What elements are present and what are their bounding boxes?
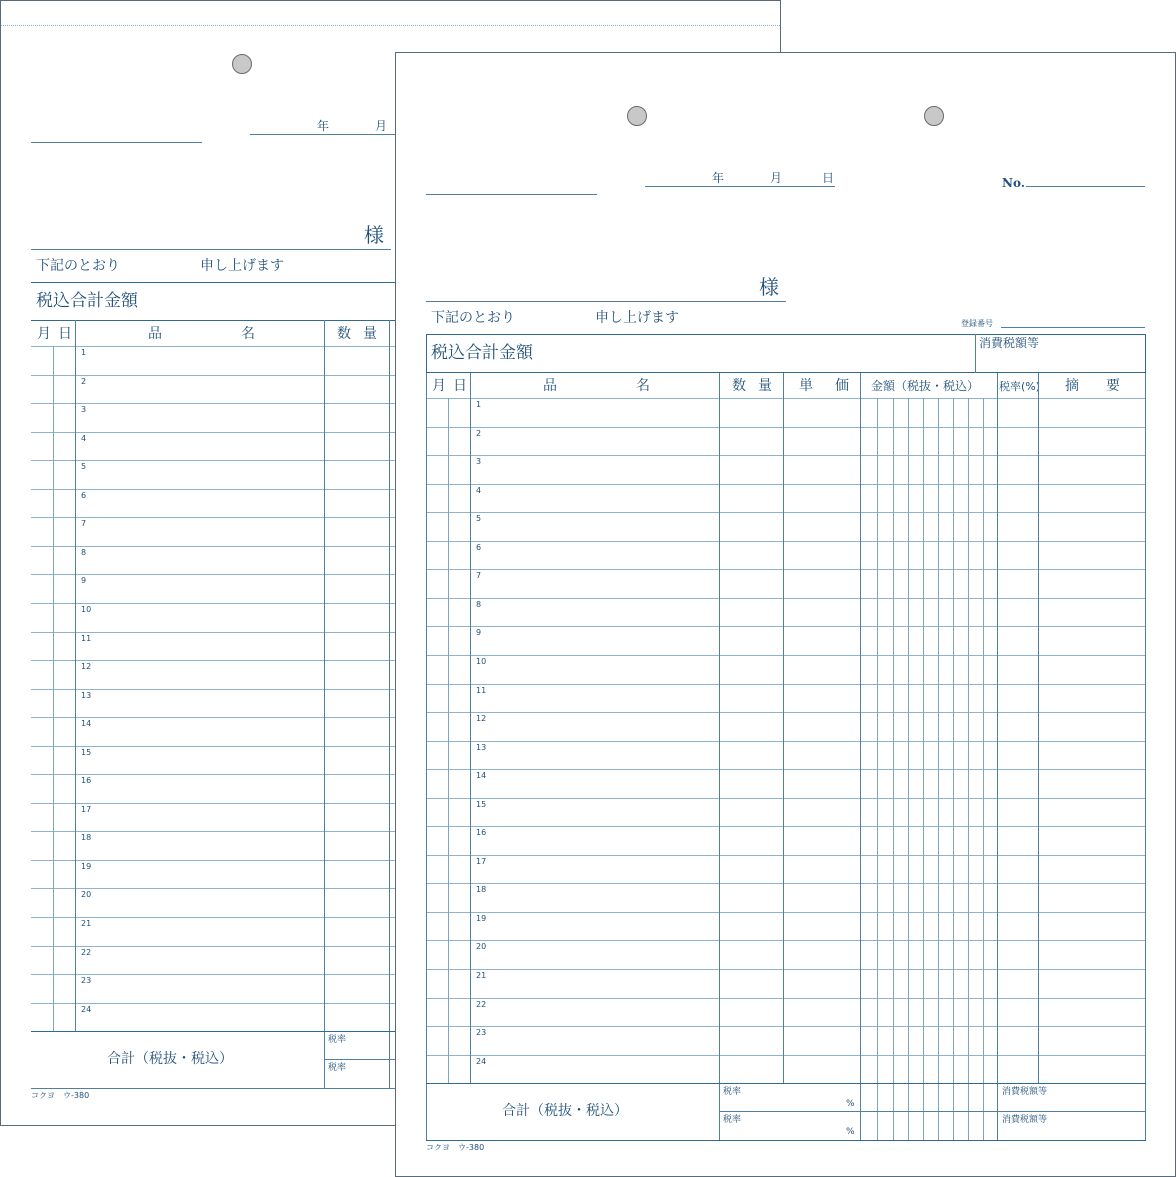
- table-left-edge: [426, 373, 427, 1140]
- col-day: 日: [58, 326, 72, 342]
- row-number: 2: [81, 377, 87, 386]
- table-right-edge: [1145, 373, 1146, 1140]
- col-memo-b: 要: [1106, 378, 1120, 394]
- col-tax-rate: 税率(%): [999, 380, 1041, 393]
- col-month: 月: [37, 326, 51, 342]
- row-number: 17: [476, 857, 487, 866]
- row-number: 14: [81, 719, 92, 728]
- row-number: 12: [81, 662, 92, 671]
- col-qty-b: 量: [758, 378, 772, 394]
- recipient-line: [426, 194, 597, 195]
- row-number: 7: [476, 571, 482, 580]
- row-number: 21: [476, 971, 487, 980]
- intro-left-text: 下記のとおり: [431, 310, 515, 326]
- col-item-b: 名: [636, 378, 650, 394]
- row-number: 6: [476, 543, 482, 552]
- row-number: 3: [81, 405, 87, 414]
- col-divider: [389, 320, 390, 1088]
- date-day-label: 日: [822, 171, 835, 185]
- recipient-line: [31, 142, 202, 143]
- row-number: 10: [81, 605, 92, 614]
- subtotal-mid: [719, 1111, 1146, 1112]
- registration-label: 登録番号: [961, 319, 993, 328]
- digit-divider: [893, 398, 894, 1140]
- row-number: 21: [81, 919, 92, 928]
- footer-code: コクヨ ウ-380: [31, 1091, 90, 1100]
- binding-hole: [232, 54, 252, 74]
- row-number: 9: [81, 576, 87, 585]
- col-month: 月: [432, 378, 446, 394]
- row-number: 23: [81, 976, 92, 985]
- digit-divider: [968, 398, 969, 1140]
- col-divider: [997, 373, 998, 1140]
- col-divider: [324, 320, 325, 1088]
- recipient-suffix: 様: [364, 223, 384, 247]
- date-year-label: 年: [712, 171, 725, 185]
- subtotal-top: [426, 1083, 1146, 1084]
- row-number: 2: [476, 429, 482, 438]
- row-number: 1: [476, 400, 482, 409]
- digit-divider: [953, 398, 954, 1140]
- row-number: 18: [476, 885, 487, 894]
- perforation-line: [1, 25, 780, 26]
- col-item-b: 名: [241, 326, 255, 342]
- recipient-suffix: 様: [759, 275, 779, 299]
- col-qty-a: 数: [337, 326, 351, 342]
- row-number: 9: [476, 628, 482, 637]
- digit-divider: [938, 398, 939, 1140]
- row-number: 15: [476, 800, 487, 809]
- number-line: [1026, 186, 1145, 187]
- binding-hole: [627, 106, 647, 126]
- row-number: 23: [476, 1028, 487, 1037]
- intro-right-text: 申し上げます: [595, 310, 679, 326]
- tax-rate-label: 税率: [328, 1063, 347, 1073]
- col-item-a: 品: [543, 378, 557, 394]
- row-number: 5: [81, 462, 87, 471]
- row-number: 3: [476, 457, 482, 466]
- row-number: 11: [81, 634, 92, 643]
- row-number: 22: [476, 1000, 487, 1009]
- intro-right-text: 申し上げます: [200, 258, 284, 274]
- row-number: 16: [81, 776, 92, 785]
- col-day: 日: [453, 378, 467, 394]
- digit-divider: [923, 398, 924, 1140]
- row-number: 19: [476, 914, 487, 923]
- col-memo-a: 摘: [1065, 378, 1079, 394]
- registration-line: [1001, 327, 1145, 328]
- tax-rate-label: 税率: [328, 1035, 347, 1045]
- digit-divider: [983, 398, 984, 1140]
- row-number: 17: [81, 805, 92, 814]
- row-number: 12: [476, 714, 487, 723]
- col-divider: [75, 320, 76, 1031]
- total-label: 税込合計金額: [431, 343, 533, 363]
- col-divider: [53, 346, 54, 1031]
- date-year-label: 年: [317, 119, 330, 133]
- date-line: [250, 134, 400, 135]
- col-divider: [860, 373, 861, 1140]
- row-number: 15: [81, 748, 92, 757]
- row-number: 20: [81, 890, 92, 899]
- consumption-tax-row-label: 消費税額等: [1002, 1115, 1048, 1125]
- row-number: 10: [476, 657, 487, 666]
- date-month-label: 月: [375, 119, 388, 133]
- row-number: 14: [476, 771, 487, 780]
- row-number: 18: [81, 833, 92, 842]
- consumption-tax-label: 消費税額等: [979, 336, 1040, 350]
- col-divider: [1038, 373, 1039, 1083]
- row-number: 13: [81, 691, 92, 700]
- digit-divider: [877, 398, 878, 1140]
- row-number: 24: [81, 1005, 92, 1014]
- tax-rate-label: 税率: [723, 1087, 742, 1097]
- row-number: 16: [476, 828, 487, 837]
- row-number: 24: [476, 1057, 487, 1066]
- col-divider: [783, 373, 784, 1083]
- percent-sign: %: [846, 1127, 855, 1137]
- row-number: 19: [81, 862, 92, 871]
- subtotal-label: 合計（税抜・税込）: [502, 1103, 628, 1119]
- row-number: 5: [476, 514, 482, 523]
- row-number: 4: [476, 486, 482, 495]
- subtotal-label: 合計（税抜・税込）: [107, 1051, 233, 1067]
- date-line: [645, 186, 835, 187]
- col-qty-b: 量: [363, 326, 377, 342]
- number-label: No.: [1002, 176, 1025, 190]
- footer-code: コクヨ ウ-380: [426, 1143, 485, 1152]
- col-divider: [719, 373, 720, 1140]
- front-sheet: [395, 52, 1176, 1177]
- col-qty-a: 数: [732, 378, 746, 394]
- binding-hole: [924, 106, 944, 126]
- row-number: 1: [81, 348, 87, 357]
- col-price-b: 価: [835, 378, 849, 394]
- row-number: 13: [476, 743, 487, 752]
- col-divider: [470, 373, 471, 1083]
- row-number: 8: [476, 600, 482, 609]
- total-label: 税込合計金額: [36, 291, 138, 311]
- col-amount: 金額（税抜・税込）: [871, 379, 980, 393]
- date-month-label: 月: [770, 171, 783, 185]
- row-number: 7: [81, 519, 87, 528]
- col-item-a: 品: [148, 326, 162, 342]
- recipient-name-line: [31, 249, 391, 250]
- consumption-tax-row-label: 消費税額等: [1002, 1087, 1048, 1097]
- col-price-a: 単: [799, 378, 813, 394]
- percent-sign: %: [846, 1099, 855, 1109]
- row-number: 4: [81, 434, 87, 443]
- col-divider: [448, 398, 449, 1083]
- total-box-divider: [975, 334, 976, 373]
- subtotal-bottom: [426, 1140, 1146, 1141]
- row-number: 22: [81, 948, 92, 957]
- recipient-name-line: [426, 301, 786, 302]
- intro-left-text: 下記のとおり: [36, 258, 120, 274]
- row-number: 6: [81, 491, 87, 500]
- tax-rate-label: 税率: [723, 1115, 742, 1125]
- row-number: 11: [476, 686, 487, 695]
- row-number: 8: [81, 548, 87, 557]
- digit-divider: [908, 398, 909, 1140]
- row-number: 20: [476, 942, 487, 951]
